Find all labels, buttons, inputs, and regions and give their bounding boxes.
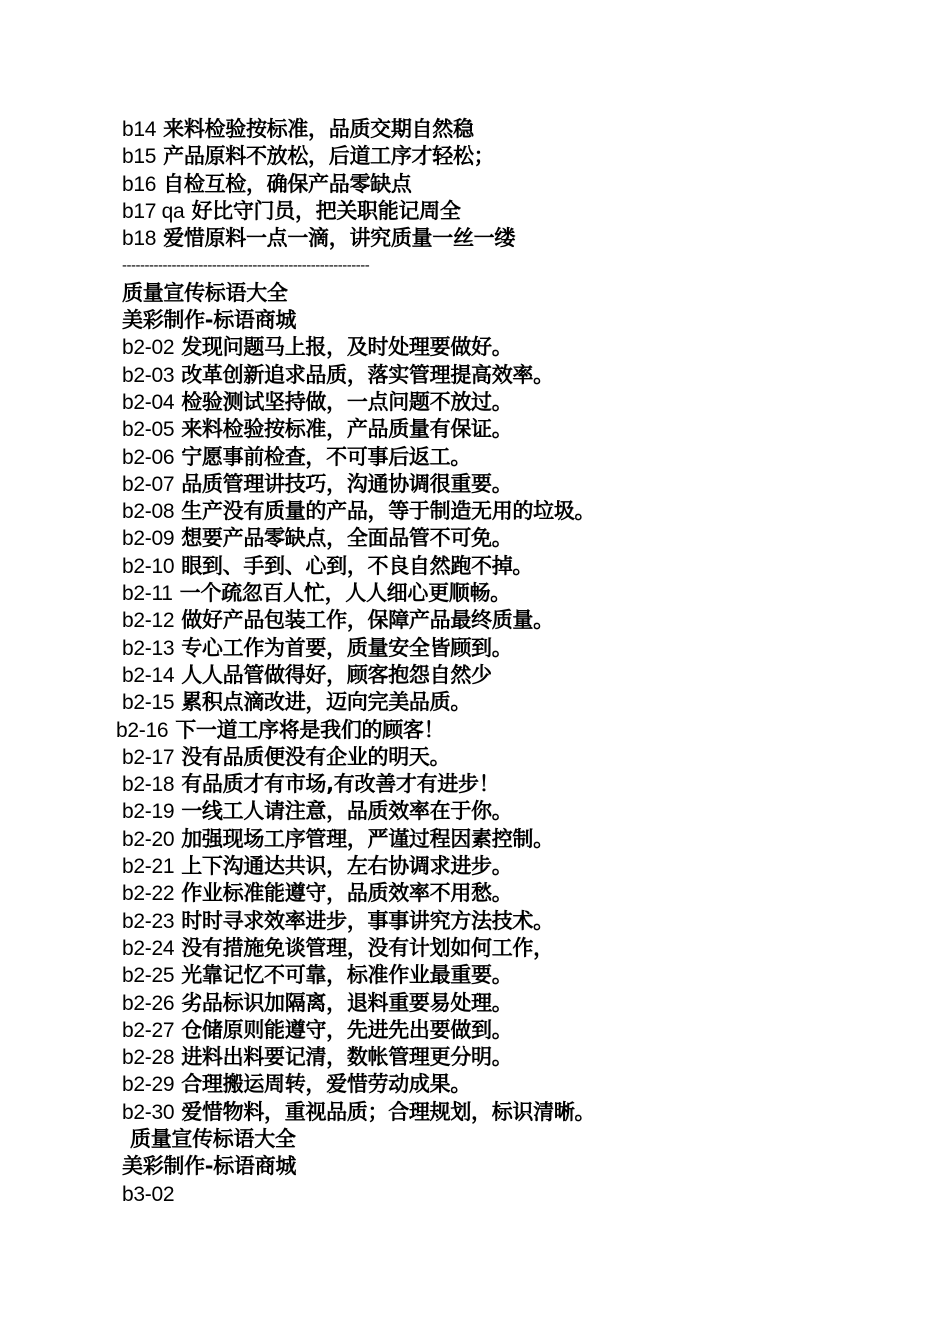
slogan-code: b2-06 — [122, 445, 175, 469]
list-item — [122, 225, 922, 252]
slogan-code: b2-03 — [122, 363, 175, 387]
section-heading: 质量宣传标语大全 — [130, 1126, 296, 1151]
slogan-text: 加强现场工序管理，严谨过程因素控制。 — [181, 826, 554, 851]
list-item — [122, 116, 922, 143]
slogan-text: 发现问题马上报，及时处理要做好。 — [181, 335, 513, 360]
list-item — [122, 826, 922, 853]
section-heading: 质量宣传标语大全 — [122, 280, 288, 305]
list-item — [116, 717, 922, 744]
slogan-text: 累积点滴改进，迈向完美品质。 — [181, 690, 472, 715]
list-item — [122, 553, 922, 580]
slogan-text: 品质管理讲技巧，沟通协调很重要。 — [181, 471, 513, 496]
list-item — [122, 198, 922, 225]
slogan-text: 生产没有质量的产品，等于制造无用的垃圾。 — [181, 499, 596, 524]
list-item — [122, 635, 922, 662]
slogan-text: 一线工人请注意，品质效率在于你。 — [181, 799, 513, 824]
slogan-text: 爱惜物料，重视品质；合理规划，标识清晰。 — [181, 1099, 596, 1124]
slogan-code: b3-02 — [122, 1182, 175, 1206]
slogan-text: 仓储原则能遵守，先进先出要做到。 — [181, 1017, 513, 1042]
list-item — [122, 1044, 922, 1071]
slogan-text: 人人品管做得好，顾客抱怨自然少 — [181, 662, 492, 687]
list-item — [122, 362, 922, 389]
list-item — [122, 171, 922, 198]
slogan-code: b2-18 — [122, 773, 175, 797]
list-item — [122, 853, 922, 880]
slogan-text: 好比守门员，把关职能记周全 — [191, 198, 461, 223]
slogan-code: b15 — [122, 145, 157, 169]
slogan-list — [116, 116, 922, 1208]
list-item — [122, 143, 922, 170]
list-item — [122, 444, 922, 471]
slogan-code: b2-13 — [122, 636, 175, 660]
slogan-code: b2-04 — [122, 390, 175, 414]
slogan-code: b2-12 — [122, 609, 175, 633]
slogan-code: b16 — [122, 172, 157, 196]
list-item — [122, 662, 922, 689]
slogan-code: b2-07 — [122, 472, 175, 496]
slogan-text: 劣品标识加隔离，退料重要易处理。 — [181, 990, 513, 1015]
slogan-code: b2-05 — [122, 418, 175, 442]
list-item — [122, 498, 922, 525]
slogan-text: 专心工作为首要，质量安全皆顾到。 — [181, 635, 513, 660]
slogan-text: 产品原料不放松，后道工序才轻松； — [163, 144, 495, 169]
slogan-code: b2-25 — [122, 964, 175, 988]
slogan-code: b14 — [122, 118, 157, 141]
slogan-text: 没有措施免谈管理，没有计划如何工作， — [181, 935, 554, 960]
slogan-text: 宁愿事前检查，不可事后返工。 — [181, 444, 472, 469]
slogan-text: 改革创新追求品质，落实管理提高效率。 — [181, 362, 554, 387]
slogan-text: 下一道工序将是我们的顾客！ — [175, 717, 445, 742]
slogan-text: 做好产品包装工作，保障产品最终质量。 — [181, 608, 554, 633]
slogan-text: 想要产品零缺点，全面品管不可免。 — [181, 526, 513, 551]
list-item — [122, 1071, 922, 1098]
slogan-code: b2-23 — [122, 909, 175, 933]
slogan-text: 一个疏忽百人忙，人人细心更顺畅。 — [179, 581, 511, 606]
list-item — [122, 525, 922, 552]
list-item — [122, 607, 922, 634]
slogan-code: b2-14 — [122, 663, 175, 687]
slogan-text: 爱惜原料一点一滴，讲究质量一丝一缕 — [163, 226, 516, 251]
list-item — [122, 962, 922, 989]
slogan-code: b2-19 — [122, 800, 175, 824]
slogan-code: b2-29 — [122, 1073, 175, 1097]
list-item — [122, 880, 922, 907]
list-item — [122, 990, 922, 1017]
section-subheading: 美彩制作-标语商城 — [122, 1154, 297, 1179]
section-subheading: 美彩制作-标语商城 — [122, 308, 297, 333]
list-item — [122, 471, 922, 498]
slogan-code: b2-24 — [122, 936, 175, 960]
slogan-text: 进料出料要记清，数帐管理更分明。 — [181, 1045, 513, 1070]
slogan-text: 作业标准能遵守，品质效率不用愁。 — [181, 881, 513, 906]
list-item — [122, 744, 922, 771]
list-item — [122, 416, 922, 443]
slogan-text: 上下沟通达共识，左右协调求进步。 — [181, 854, 513, 879]
slogan-code: b2-15 — [122, 691, 175, 715]
slogan-text: 自检互检，确保产品零缺点 — [163, 171, 412, 196]
slogan-code: b2-30 — [122, 1100, 175, 1124]
list-item — [122, 1017, 922, 1044]
list-item — [122, 389, 922, 416]
slogan-text: 检验测试坚持做，一点问题不放过。 — [181, 389, 513, 414]
list-item — [122, 908, 922, 935]
slogan-code: b2-09 — [122, 527, 175, 551]
slogan-text: 来料检验按标准，产品质量有保证。 — [181, 417, 513, 442]
list-item — [122, 689, 922, 716]
list-item — [122, 1181, 922, 1208]
slogan-code: b2-11 — [122, 582, 173, 606]
slogan-text: 时时寻求效率进步，事事讲究方法技术。 — [181, 908, 554, 933]
list-item — [122, 1099, 922, 1126]
list-item — [122, 334, 922, 361]
slogan-code: b2-08 — [122, 500, 175, 524]
slogan-text: 眼到、手到、心到，不良自然跑不掉。 — [181, 553, 534, 578]
slogan-code: b2-28 — [122, 1046, 175, 1070]
slogan-text: 有品质才有市场,有改善才有进步！ — [181, 772, 500, 797]
slogan-text: 没有品质便没有企业的明天。 — [181, 744, 451, 769]
list-item — [122, 798, 922, 825]
slogan-code: b2-17 — [122, 745, 175, 769]
slogan-code: b2-20 — [122, 827, 175, 851]
slogan-code: b2-26 — [122, 991, 175, 1015]
slogan-code: b2-27 — [122, 1018, 175, 1042]
slogan-text: 合理搬运周转，爱惜劳动成果。 — [181, 1072, 472, 1097]
slogan-text: 光靠记忆不可靠，标准作业最重要。 — [181, 963, 513, 988]
slogan-code: b2-21 — [122, 855, 175, 879]
divider-line: ------------------------------------------------------- — [122, 257, 370, 275]
slogan-code: b2-02 — [122, 336, 175, 360]
slogan-code: b2-22 — [122, 882, 175, 906]
slogan-code: b2-10 — [122, 554, 175, 578]
list-item — [122, 935, 922, 962]
slogan-code: b2-16 — [116, 718, 169, 742]
slogan-code: b17 qa — [122, 199, 185, 223]
slogan-code: b18 — [122, 227, 157, 251]
list-item — [122, 771, 922, 798]
slogan-text: 来料检验按标准，品质交期自然稳 — [163, 117, 474, 141]
list-item — [122, 580, 922, 607]
